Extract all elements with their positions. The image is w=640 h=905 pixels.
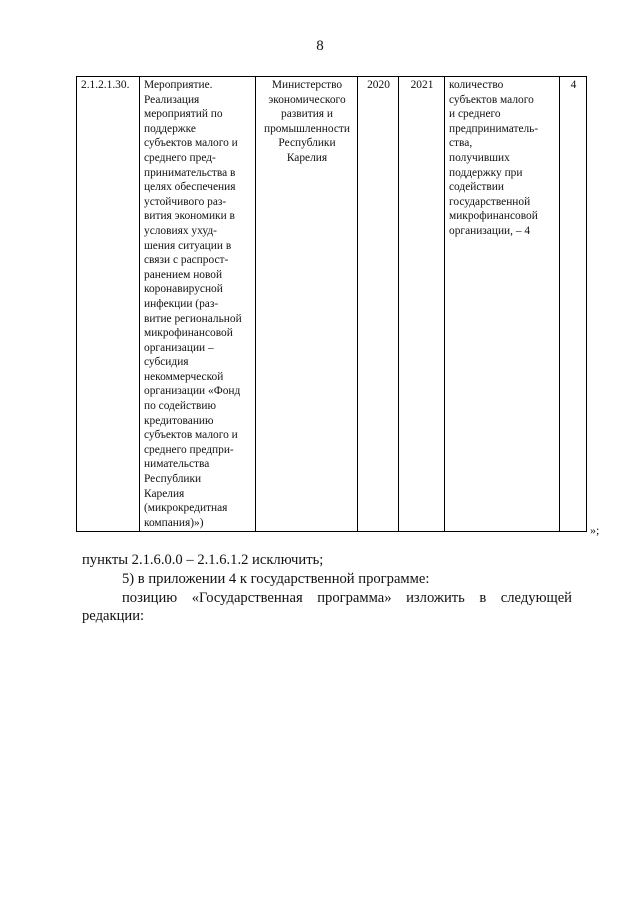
executor-line: Министерство (271, 79, 343, 91)
cell-year-end: 2021 (399, 77, 445, 532)
event-line: среднего предпри- (144, 443, 234, 456)
page-number: 8 (316, 38, 324, 54)
executor-line: промышленности (264, 122, 350, 135)
event-line: Реализация (144, 93, 200, 106)
indicator-line: получивших (449, 151, 510, 164)
event-line: нимательства (144, 458, 210, 471)
event-line: Республики (144, 473, 202, 486)
event-line: инфекции (раз- (144, 297, 219, 310)
cell-value: 4 (560, 77, 587, 532)
cell-executor (256, 77, 358, 532)
indicator-line: поддержку при (449, 166, 523, 179)
indicator-line: предприниматель- (449, 122, 539, 135)
event-line: шения ситуации в (144, 239, 232, 252)
event-line: по содействию (144, 400, 217, 413)
indicator-line: организации, – 4 (449, 224, 531, 237)
cell-item-number: 2.1.2.1.30. (77, 77, 140, 532)
indicator-line: микрофинансовой (449, 210, 538, 223)
event-line: вития экономики в (144, 210, 235, 223)
cell-event (140, 77, 256, 532)
event-line: коронавирусной (144, 283, 223, 296)
event-line: субсидия (144, 356, 189, 369)
event-line: Мероприятие. (144, 79, 213, 91)
row-closing-quote: »; (590, 523, 600, 537)
event-line: кредитованию (144, 414, 214, 427)
cell-year-start: 2020 (358, 77, 399, 532)
event-line: некоммерческой (144, 370, 224, 383)
event-line: мероприятий по (144, 108, 223, 121)
paragraph-position-line-1: позицию «Государственная программа» изложить в следующей (122, 590, 572, 606)
event-line: устойчивого раз- (144, 195, 227, 208)
indicator-line: государственной (449, 195, 531, 208)
event-line: организации – (144, 341, 214, 354)
paragraph-exclude-items: пункты 2.1.6.0.0 – 2.1.6.1.2 исключить; (82, 552, 324, 568)
event-line: субъектов малого и (144, 429, 238, 442)
indicator-line: количество (449, 79, 504, 91)
event-line: Карелия (144, 487, 185, 500)
cell-indicator (445, 77, 560, 532)
event-line: целях обеспечения (144, 181, 236, 194)
event-line: принимательства в (144, 166, 236, 179)
event-line: витие региональной (144, 312, 242, 325)
event-line: субъектов малого и (144, 137, 238, 150)
event-line: поддержке (144, 122, 196, 135)
paragraph-appendix-4: 5) в приложении 4 к государственной программе: (122, 571, 430, 587)
executor-line: экономического (268, 93, 346, 106)
event-line: (микрокредитная (144, 502, 228, 515)
event-line: среднего пред- (144, 151, 216, 164)
event-line: связи с распрост- (144, 254, 229, 267)
executor-line: Карелия (286, 151, 328, 164)
event-line: микрофинансовой (144, 327, 233, 340)
table-row (77, 77, 587, 532)
executor-line: Республики (278, 137, 336, 150)
event-line: условиях ухуд- (144, 224, 217, 237)
program-table (76, 76, 587, 532)
executor-line: развития и (281, 108, 333, 121)
indicator-line: субъектов малого (449, 93, 534, 106)
paragraph-position-line-2: редакции: (82, 608, 145, 624)
indicator-line: и среднего (449, 108, 501, 121)
indicator-line: содействии (449, 181, 504, 194)
event-line: организации «Фонд (144, 385, 241, 398)
event-line: ранением новой (144, 268, 223, 281)
indicator-line: ства, (449, 137, 473, 150)
event-line: компания)») (144, 516, 204, 529)
